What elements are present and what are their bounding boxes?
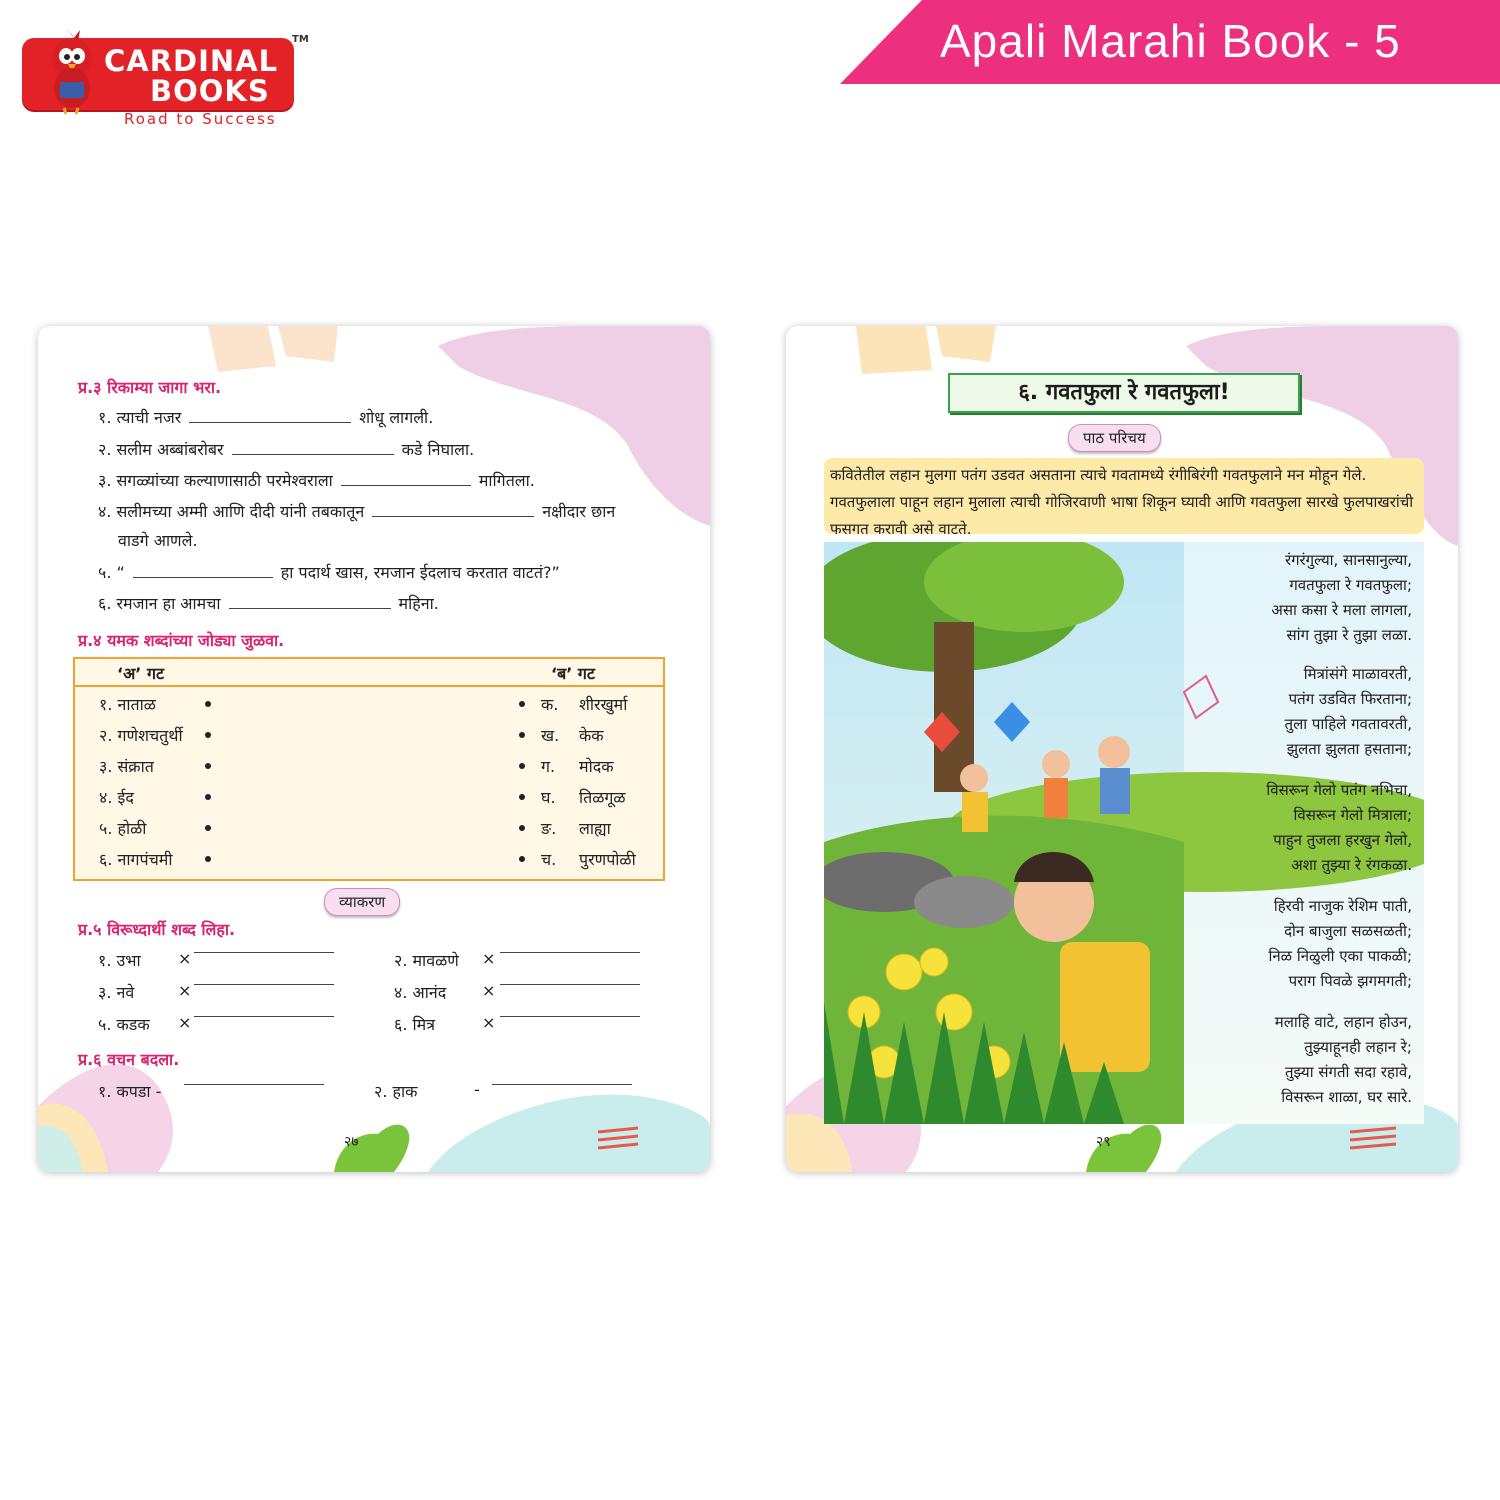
match-dot-a[interactable] bbox=[205, 732, 211, 738]
match-dot-a[interactable] bbox=[205, 701, 211, 707]
match-table bbox=[73, 657, 665, 881]
fill-blank-item-2: २. सलीम अब्बांबरोबर कडे निघाला. bbox=[98, 440, 475, 459]
match-dot-a[interactable] bbox=[205, 763, 211, 769]
cardinal-bird-icon bbox=[44, 24, 100, 116]
brand-name-line1: CARDINAL bbox=[104, 44, 279, 78]
match-b-letter: ग. bbox=[541, 757, 556, 776]
intro-label: पाठ परिचय bbox=[1068, 424, 1161, 452]
blank-line[interactable] bbox=[500, 972, 640, 985]
question-6-heading: प्र.६ वचन बदला. bbox=[78, 1050, 180, 1069]
product-title: Apali Marahi Book - 5 bbox=[940, 15, 1401, 67]
poem-stanza-3: विसरून गेलो पतंग नभिचा, विसरून गेलो मित्राला; पाहुन तुजला हरखुन गेलो, अशा तुझ्या रे रंगकळा. bbox=[1266, 781, 1412, 874]
antonym-item: ३. नवे bbox=[98, 983, 135, 1002]
fill-blank-item-4: ४. सलीमच्या अम्मी आणि दीदी यांनी तबकातून नक्षीदार छान bbox=[98, 502, 616, 521]
match-b-letter: ख. bbox=[541, 726, 560, 745]
intro-box bbox=[824, 458, 1424, 538]
fill-blank-item-1: १. त्याची नजर शोधू लागली. bbox=[98, 408, 434, 427]
match-dot-b[interactable] bbox=[519, 763, 525, 769]
match-dot-b[interactable] bbox=[519, 856, 525, 862]
blank-line[interactable] bbox=[372, 504, 534, 517]
question-3-heading: प्र.३ रिकाम्या जागा भरा. bbox=[78, 378, 222, 397]
blank-line[interactable] bbox=[184, 1072, 324, 1085]
number-change-item: १. कपडा - bbox=[98, 1082, 162, 1101]
blank-line[interactable] bbox=[500, 1004, 640, 1017]
grammar-label: व्याकरण bbox=[324, 888, 400, 916]
poem-stanza-1: रंगरंगुल्या, सानसानुल्या, गवतफुला रे गवतफुला; असा कसा रे मला लागला, सांग तुझा रे तुझा लळा. bbox=[1271, 551, 1412, 644]
blank-line[interactable] bbox=[492, 1072, 632, 1085]
fill-blank-item-4-cont: वाडगे आणले. bbox=[118, 531, 198, 550]
match-dot-a[interactable] bbox=[205, 794, 211, 800]
poem-stanza-2: मित्रांसंगे माळावरती, पतंग उडवित फिरताना; तुला पाहिले गवतावरती, झुलता झुलता हसताना; bbox=[1284, 665, 1412, 758]
column-b-header: ‘ब’ गट bbox=[551, 664, 595, 683]
match-dot-a[interactable] bbox=[205, 825, 211, 831]
match-b-letter: क. bbox=[541, 695, 559, 714]
blank-line[interactable] bbox=[229, 596, 391, 609]
blank-line[interactable] bbox=[500, 940, 640, 953]
fill-blank-item-5: ५. “ हा पदार्थ खास, रमजान ईदलाच करतात वाटतं?” bbox=[98, 563, 560, 582]
match-b-letter: घ. bbox=[541, 788, 556, 807]
antonym-mark: × bbox=[178, 981, 192, 1000]
question-5-heading: प्र.५ विरूध्दार्थी शब्द लिहा. bbox=[78, 920, 236, 939]
match-b-item: केक bbox=[579, 726, 604, 745]
antonym-item: ४. आनंद bbox=[394, 983, 447, 1002]
antonym-item: १. उभा bbox=[98, 951, 141, 970]
blank-line[interactable] bbox=[189, 410, 351, 423]
match-a-item: ५. होळी bbox=[99, 819, 147, 838]
match-table-header bbox=[75, 659, 663, 687]
antonym-mark: × bbox=[482, 949, 496, 968]
match-a-item: १. नाताळ bbox=[99, 695, 156, 714]
antonym-item: २. मावळणे bbox=[394, 951, 459, 970]
antonym-item: ६. मित्र bbox=[394, 1015, 436, 1034]
page-right bbox=[786, 326, 1458, 1172]
brand-name-line2: BOOKS bbox=[150, 74, 270, 108]
match-b-item: तिळगूळ bbox=[579, 788, 626, 807]
blank-line[interactable] bbox=[194, 972, 334, 985]
antonym-mark: × bbox=[482, 981, 496, 1000]
match-dot-b[interactable] bbox=[519, 732, 525, 738]
fill-blank-item-6: ६. रमजान हा आमचा महिना. bbox=[98, 594, 439, 613]
question-4-heading: प्र.४ यमक शब्दांच्या जोड्या जुळवा. bbox=[78, 631, 285, 650]
antonym-mark: × bbox=[178, 949, 192, 968]
column-a-header: ‘अ’ गट bbox=[117, 664, 165, 683]
number-change-item: २. हाक bbox=[374, 1082, 418, 1101]
antonym-mark: × bbox=[178, 1013, 192, 1032]
match-b-item: मोदक bbox=[579, 757, 614, 776]
fill-blank-item-3: ३. सगळ्यांच्या कल्याणासाठी परमेश्वराला मागितला. bbox=[98, 471, 535, 490]
match-dot-a[interactable] bbox=[205, 856, 211, 862]
lesson-title: ६. गवतफुला रे गवतफुला! bbox=[948, 373, 1300, 413]
match-a-item: २. गणेशचतुर्थी bbox=[99, 726, 183, 745]
match-a-item: ४. ईद bbox=[99, 788, 134, 807]
poem-stanza-5: मलाहि वाटे, लहान होउन, तुझ्याहूनही लहान रे; तुझ्या संगती सदा रहावे, विसरून शाळा, घर सारे. bbox=[1274, 1013, 1412, 1106]
blank-line[interactable] bbox=[341, 473, 471, 486]
match-b-item: शीरखुर्मा bbox=[579, 695, 628, 714]
match-b-item: पुरणपोळी bbox=[579, 850, 636, 869]
brand-tagline: Road to Success bbox=[124, 110, 277, 128]
page-number: २९ bbox=[1096, 1134, 1111, 1150]
blank-line[interactable] bbox=[194, 1004, 334, 1017]
blank-line[interactable] bbox=[133, 565, 273, 578]
antonym-item: ५. कडक bbox=[98, 1015, 150, 1034]
page-left bbox=[38, 326, 710, 1172]
blank-line[interactable] bbox=[194, 940, 334, 953]
match-dot-b[interactable] bbox=[519, 701, 525, 707]
blank-line[interactable] bbox=[232, 442, 394, 455]
match-a-item: ३. संक्रात bbox=[99, 757, 154, 776]
match-b-letter: ङ. bbox=[541, 819, 557, 838]
intro-text: कवितेतील लहान मुलगा पतंग उडवत असताना त्याचे गवतामध्ये रंगीबिरंगी गवतफुलाने मन मोहून गेले. गवतफुलाला पाहून लहान मुलाला त्याची गोजिरवाणी भाषा शिकून घ्यावी आणि गवतफुला सारखे फुलपाखरांची फसगत करावी असे वाटते. bbox=[830, 466, 1414, 538]
match-b-item: लाह्या bbox=[579, 819, 611, 838]
poem-stanza-4: हिरवी नाजुक रेशिम पाती, दोन बाजुला सळसळती; निळ निळुली एका पाकळी; पराग पिवळे झगमगती; bbox=[1268, 897, 1412, 990]
match-b-letter: च. bbox=[541, 850, 557, 869]
match-a-item: ६. नागपंचमी bbox=[99, 850, 173, 869]
number-change-dash: - bbox=[474, 1080, 480, 1099]
match-dot-b[interactable] bbox=[519, 825, 525, 831]
page-number: २७ bbox=[344, 1134, 359, 1150]
match-dot-b[interactable] bbox=[519, 794, 525, 800]
trademark-mark: TM bbox=[292, 34, 309, 45]
antonym-mark: × bbox=[482, 1013, 496, 1032]
